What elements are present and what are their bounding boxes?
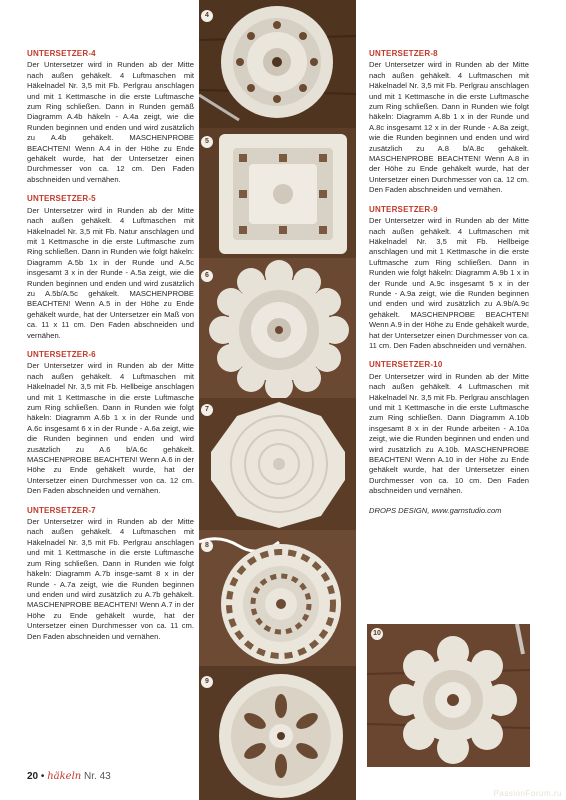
coaster-photo-9	[199, 666, 356, 800]
right-text-column	[369, 49, 529, 516]
pattern-instructions: Der Untersetzer wird in Runden ab der Mitte nach außen gehäkelt. 4 Luftmaschen mit Häkelnadel Nr. 3,5 mit Fb. Perlgrau anschlagen und mit 1 Kettmasche in die erste Luftmasche zum Ring schließen. Dann Diagramm A.10b insgesamt 8 x in der Runde arbeiten - A.10a zeigt, wie die Runden beginnen und enden und wird zusätzlich zu A.10b. MASCHENPROBE BEACHTEN! Wenn A.10 in der Höhe zu Ende gehäkelt wurde, hat der Untersetzer einen Durchmesser von ca. 10 cm. Den Faden abschneiden und vernähen.	[369, 371, 529, 496]
pattern-instructions: Der Untersetzer wird in Runden ab der Mitte nach außen gehäkelt. 4 Luftmaschen mit Häkelnadel Nr. 3,5 mit Fb. Perlgrau anschlagen und mit 1 Kettmasche in die erste Luftmasche zum Ring schließen. Dann in Runden wie folgt häkeln: Diagramm A.8b 1 x in der Runde und A.8c insgesamt 12 x in der Runde - A.8a zeigt, wie die Runden beginnen und enden und wird zusätzlich zu A.8 b/A.8c gehäkelt. MASCHENPROBE BEACHTEN! Wenn A.8 in der Höhe zu Ende gehäkelt wurde, hat der Untersetzer einen Durchmesser von ca. 12 cm. Den Faden abschneiden und vernähen.	[369, 60, 529, 195]
photo-strip	[199, 0, 356, 800]
coaster-photo-7	[199, 398, 356, 530]
pattern-block-7	[27, 506, 194, 642]
pattern-heading: UNTERSETZER-10	[369, 360, 443, 370]
photo-number-badge: 8	[201, 540, 213, 552]
photo-number-badge: 10	[371, 628, 383, 640]
pattern-heading: UNTERSETZER-8	[369, 49, 438, 58]
pattern-instructions: Der Untersetzer wird in Runden ab der Mitte nach außen gehäkelt. 4 Luftmaschen mit Häkelnadel Nr. 3,5 mit Fb. Natur anschlagen und mit 1 Kettmasche in die erste Luftmasche zum Ring schließen. Dann in Runden wie folgt häkeln: Diagramm A.5b 1x in der Runde und A.5c insgesamt 3 x in der Runde - A.5a zeigt, wie die Runden beginnen und enden und wird zusätzlich zu A.5b/A.5c gehäkelt. MASCHENPROBE BEACHTEN! Wenn A.5 in der Höhe zu Ende gehäkelt wurde, hat der Untersetzer ein Maß von ca. 11 x 11 cm. Den Faden abschneiden und vernähen.	[27, 205, 194, 340]
pattern-block-6	[27, 350, 194, 497]
pattern-instructions: Der Untersetzer wird in Runden ab der Mitte nach außen gehäkelt. 4 Luftmaschen mit Häkelnadel Nr. 3,5 mit Fb. Hellbeige anschlagen und mit 1 Kettmasche in die erste Luftmasche zum Ring schließen. Dann in Runden wie folgt häkeln: Diagramm A.6b 1 x in der Runde und A.6c insgesamt 6 x in der Runde - A.6a zeigt, wie die Runden beginnen und enden und wird zusätzlich zu A.6 b/A.6c gehäkelt. MASCHENPROBE BEACHTEN! Wenn A.6 in der Höhe zu Ende gehäkelt wurde, hat der Untersetzer einen Durchmesser von ca. 12 cm. Den Faden abschneiden und vernähen.	[27, 361, 194, 496]
page-number: 20	[27, 771, 39, 782]
coaster-photo-10	[367, 624, 530, 767]
pattern-block-10	[369, 360, 529, 496]
photo-number-badge: 5	[201, 136, 213, 148]
coaster-photo-6	[199, 258, 356, 398]
pattern-heading: UNTERSETZER-5	[27, 194, 96, 204]
design-credit: DROPS DESIGN, www.garnstudio.com	[369, 505, 502, 515]
pattern-block-5	[27, 194, 194, 341]
photo-number-badge: 9	[201, 676, 213, 688]
pattern-block-8	[369, 49, 529, 196]
pattern-heading: UNTERSETZER-7	[27, 505, 96, 515]
pattern-heading: UNTERSETZER-6	[27, 349, 96, 359]
magazine-name: häkeln	[47, 771, 82, 782]
photo-number-badge: 4	[201, 10, 213, 22]
pattern-block-4	[27, 49, 194, 185]
pattern-instructions: Der Untersetzer wird in Runden ab der Mitte nach außen gehäkelt. 4 Luftmaschen mit Häkelnadel Nr. 3,5 mit Fb. Perlgrau anschlagen und mit 1 Kettmasche in die erste Luftmasche zum Ring schließen. Dann in Runden gemäß Diagramm A.4b häkeln - A.4a zeigt, wie die Runden beginnen und enden und wird zusätzlich zu A.4b gehäkelt. MASCHENPROBE BEACHTEN! Wenn A.4 in der Höhe zu Ende gehäkelt wurde, hat der Untersetzer einen Durchmesser von ca. 12 cm. Den Faden abschneiden und vernähen.	[27, 60, 194, 184]
photo-number-badge: 6	[201, 270, 213, 282]
left-text-column	[27, 49, 194, 651]
page-footer	[27, 771, 111, 782]
coaster-photo-4	[199, 0, 356, 128]
pattern-instructions: Der Untersetzer wird in Runden ab der Mitte nach außen gehäkelt. 4 Luftmaschen mit Häkelnadel Nr. 3,5 mit Fb. Perlgrau anschlagen und mit 1 Kettmasche in die erste Luftmasche zum Ring schließen. Dann in Runden wie folgt häkeln: Diagramm A.7b insge-samt 8 x in der Runde - A.7a zeigt, wie die Runden beginnen und enden und wird zusätzlich zu A.7b gehäkelt. MASCHENPROBE BEACHTEN! Wenn A.7 in der Höhe zu Ende gehäkelt wurde, hat der Untersetzer einen Durchmesser von ca. 11 cm. Den Faden abschneiden und vernähen.	[27, 517, 194, 641]
pattern-heading: UNTERSETZER-4	[27, 49, 96, 58]
watermark: PassionForum.ru	[493, 789, 562, 798]
coaster-photo-5	[199, 128, 356, 258]
pattern-heading: UNTERSETZER-9	[369, 204, 438, 214]
coaster-photo-8	[199, 530, 356, 666]
pattern-block-9	[369, 205, 529, 352]
pattern-instructions: Der Untersetzer wird in Runden ab der Mitte nach außen gehäkelt. 4 Luftmaschen mit Häkelnadel Nr. 3,5 mit Fb. Hellbeige anschlagen und mit 1 Kettmasche in die erste Luftmasche zum Ring schließen. Dann in Runden wie folgt häkeln: Diagramm A.9b 1 x in der Runde und A.9c insgesamt 5 x in der Runde - A.9a zeigt, wie die Runden beginnen und enden und wird zusätzlich zu A.9b/A.9c gehäkelt. MASCHENPROBE BEACHTEN! Wenn A.9 in der Höhe zu Ende gehäkelt wurde, hat der Untersetzer einen Durchmesser von ca. 11 cm. Den Faden abschneiden und vernähen.	[369, 216, 529, 350]
photo-number-badge: 7	[201, 404, 213, 416]
issue-number: Nr. 43	[84, 771, 111, 782]
footer-bullet: •	[40, 771, 45, 782]
